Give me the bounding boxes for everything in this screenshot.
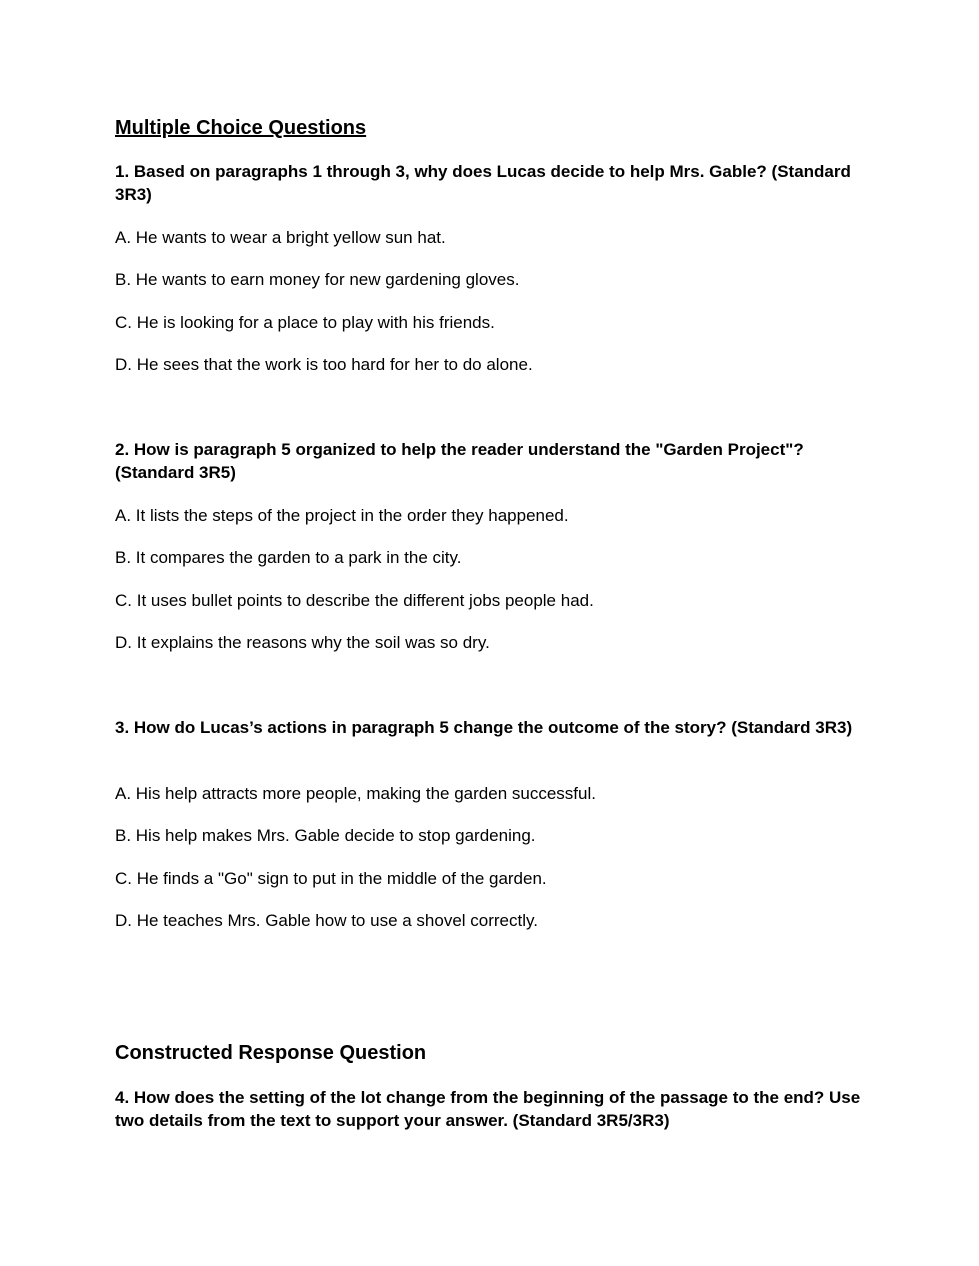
question-1-prompt: 1. Based on paragraphs 1 through 3, why does Lucas decide to help Mrs. Gable? (Standard 3R3) bbox=[115, 162, 851, 204]
question-1-option-b: B. He wants to earn money for new gardening gloves. bbox=[115, 270, 520, 289]
question-4-prompt: 4. How does the setting of the lot change from the beginning of the passage to the end? Use two details from the text to support your answer. (Standard 3R5/3R3) bbox=[115, 1088, 861, 1130]
question-3-option-a: A. His help attracts more people, making the garden successful. bbox=[115, 784, 596, 803]
multiple-choice-heading: Multiple Choice Questions bbox=[115, 117, 367, 139]
question-3-option-c: C. He finds a "Go" sign to put in the middle of the garden. bbox=[115, 869, 547, 888]
constructed-response-heading: Constructed Response Question bbox=[115, 1042, 427, 1064]
question-3-option-b: B. His help makes Mrs. Gable decide to stop gardening. bbox=[115, 826, 536, 845]
question-1-option-a: A. He wants to wear a bright yellow sun hat. bbox=[115, 228, 446, 247]
question-3-option-d: D. He teaches Mrs. Gable how to use a shovel correctly. bbox=[115, 911, 538, 930]
question-1-option-d: D. He sees that the work is too hard for her to do alone. bbox=[115, 355, 533, 374]
question-2-option-c: C. It uses bullet points to describe the different jobs people had. bbox=[115, 591, 594, 610]
question-1-option-c: C. He is looking for a place to play with his friends. bbox=[115, 313, 495, 332]
question-2-prompt: 2. How is paragraph 5 organized to help the reader understand the "Garden Project"? (Standard 3R5) bbox=[115, 440, 804, 482]
question-2-option-a: A. It lists the steps of the project in the order they happened. bbox=[115, 506, 569, 525]
question-2-option-d: D. It explains the reasons why the soil was so dry. bbox=[115, 633, 490, 652]
question-2-option-b: B. It compares the garden to a park in the city. bbox=[115, 548, 462, 567]
question-3-prompt: 3. How do Lucas’s actions in paragraph 5 change the outcome of the story? (Standard 3R3) bbox=[115, 718, 853, 737]
